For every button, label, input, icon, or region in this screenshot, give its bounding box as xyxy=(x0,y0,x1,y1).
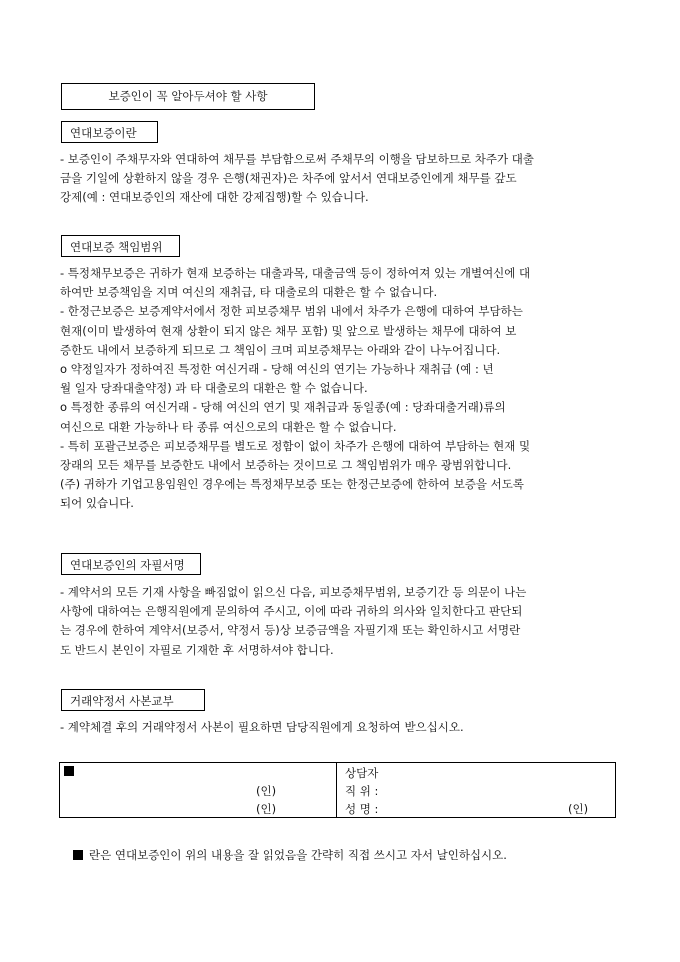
table-divider xyxy=(336,763,337,817)
text-line: - 특정채무보증은 귀하가 현재 보증하는 대출과목, 대출금액 등이 정하여져 있는 개별여신에 대 xyxy=(60,266,531,280)
text-line: o 특정한 종류의 여신거래 - 당해 여신의 연기 및 재취급과 동일종(예 : 당좌대출거래)류의 xyxy=(60,400,506,415)
text-line: 하여만 보증책임을 지며 여신의 재취급, 타 대출로의 대환은 할 수 없습니다. xyxy=(60,285,438,300)
text-line: - 계약서의 모든 기재 사항을 빠짐없이 읽으신 다음, 피보증채무범위, 보증기간 등 의문이 나는 xyxy=(60,585,527,599)
section-body-handwritten-signature xyxy=(60,583,526,660)
section-heading-joint-guarantee: 연대보증이란 xyxy=(61,121,158,143)
counselor-name-label: 성 명 : xyxy=(345,802,379,816)
text-line: - 특히 포괄근보증은 피보증채무를 별도로 정함이 없이 차주가 은행에 대하여 부담하는 현재 및 xyxy=(60,438,531,453)
section-heading-liability-scope: 연대보증 책임범위 xyxy=(61,235,180,257)
text-line: - 한정근보증은 보증계약서에서 정한 피보증채무 범위 내에서 차주가 은행에 대하여 부담하는 xyxy=(60,304,523,319)
section-heading-copy-issuance: 거래약정서 사본교부 xyxy=(61,689,205,711)
text-line: 현재(이미 발생하여 현재 상환이 되지 않은 채무 포함) 및 앞으로 발생하는 채무에 대하여 보 xyxy=(60,323,517,338)
counselor-header: 상담자 xyxy=(345,766,379,780)
text-line: 는 경우에 한하여 계약서(보증서, 약정서 등)상 보증금액을 자필기재 또는 확인하시고 서명란 xyxy=(60,623,521,638)
signature-table xyxy=(59,762,616,818)
text-line: 월 일자 당좌대출약정) 과 타 대출로의 대환은 할 수 없습니다. xyxy=(60,381,368,396)
text-line: 사항에 대하여는 은행직원에게 문의하여 주시고, 이에 따라 귀하의 의사와 일치한다고 판단되 xyxy=(60,604,523,619)
text-line: 되어 있습니다. xyxy=(60,496,134,511)
text-line: 도 반드시 본인이 자필로 기재한 후 서명하셔야 합니다. xyxy=(60,642,334,657)
seal-mark: (인) xyxy=(256,784,277,798)
text-line: 증한도 내에서 보증하게 되므로 그 책임이 크며 피보증채무는 아래와 같이 나누어집니다. xyxy=(60,342,501,357)
text-line: 여신으로 대환 가능하나 타 종류 여신으로의 대환은 할 수 없습니다. xyxy=(60,419,397,434)
text-line: (주) 귀하가 기업고용임원인 경우에는 특정채무보증 또는 한정근보증에 한하여 보증을 서도록 xyxy=(60,477,525,492)
black-square-icon xyxy=(73,850,83,860)
page-title: 보증인이 꼭 알아두셔야 할 사항 xyxy=(61,83,315,110)
text-line: 강제(예 : 연대보증인의 재산에 대한 강제집행)할 수 있습니다. xyxy=(60,190,369,205)
black-square-icon xyxy=(64,766,74,776)
seal-mark: (인) xyxy=(568,802,589,816)
text-line: o 약정일자가 정하여진 특정한 여신거래 - 당해 여신의 연기는 가능하나 재취급 (예 : 년 xyxy=(60,361,494,376)
section-heading-handwritten-signature: 연대보증인의 자필서명 xyxy=(61,553,201,575)
section-body-joint-guarantee xyxy=(60,150,534,208)
text-line: - 계약체결 후의 거래약정서 사본이 필요하면 담당직원에게 요청하여 받으십시오. xyxy=(60,720,464,734)
text-line: 장래의 모든 채무를 보증한도 내에서 보증하는 것이므로 그 책임범위가 매우 광범위합니다. xyxy=(60,457,512,472)
text-line: 금을 기일에 상환하지 않을 경우 은행(채권자)은 차주에 앞서서 연대보증인에게 채무를 갚도 xyxy=(60,171,517,186)
counselor-position-label: 직 위 : xyxy=(345,784,379,798)
section-body-copy-issuance xyxy=(60,718,464,737)
text-line: - 보증인이 주채무자와 연대하여 채무를 부담함으로써 주채무의 이행을 담보하므로 차주가 대출 xyxy=(60,152,534,166)
footnote-text: 란은 연대보증인이 위의 내용을 잘 읽었음을 간략히 직접 쓰시고 자서 날인하십시오. xyxy=(89,848,507,862)
seal-mark: (인) xyxy=(256,802,277,816)
footnote xyxy=(73,846,507,864)
section-body-liability-scope xyxy=(60,264,530,513)
